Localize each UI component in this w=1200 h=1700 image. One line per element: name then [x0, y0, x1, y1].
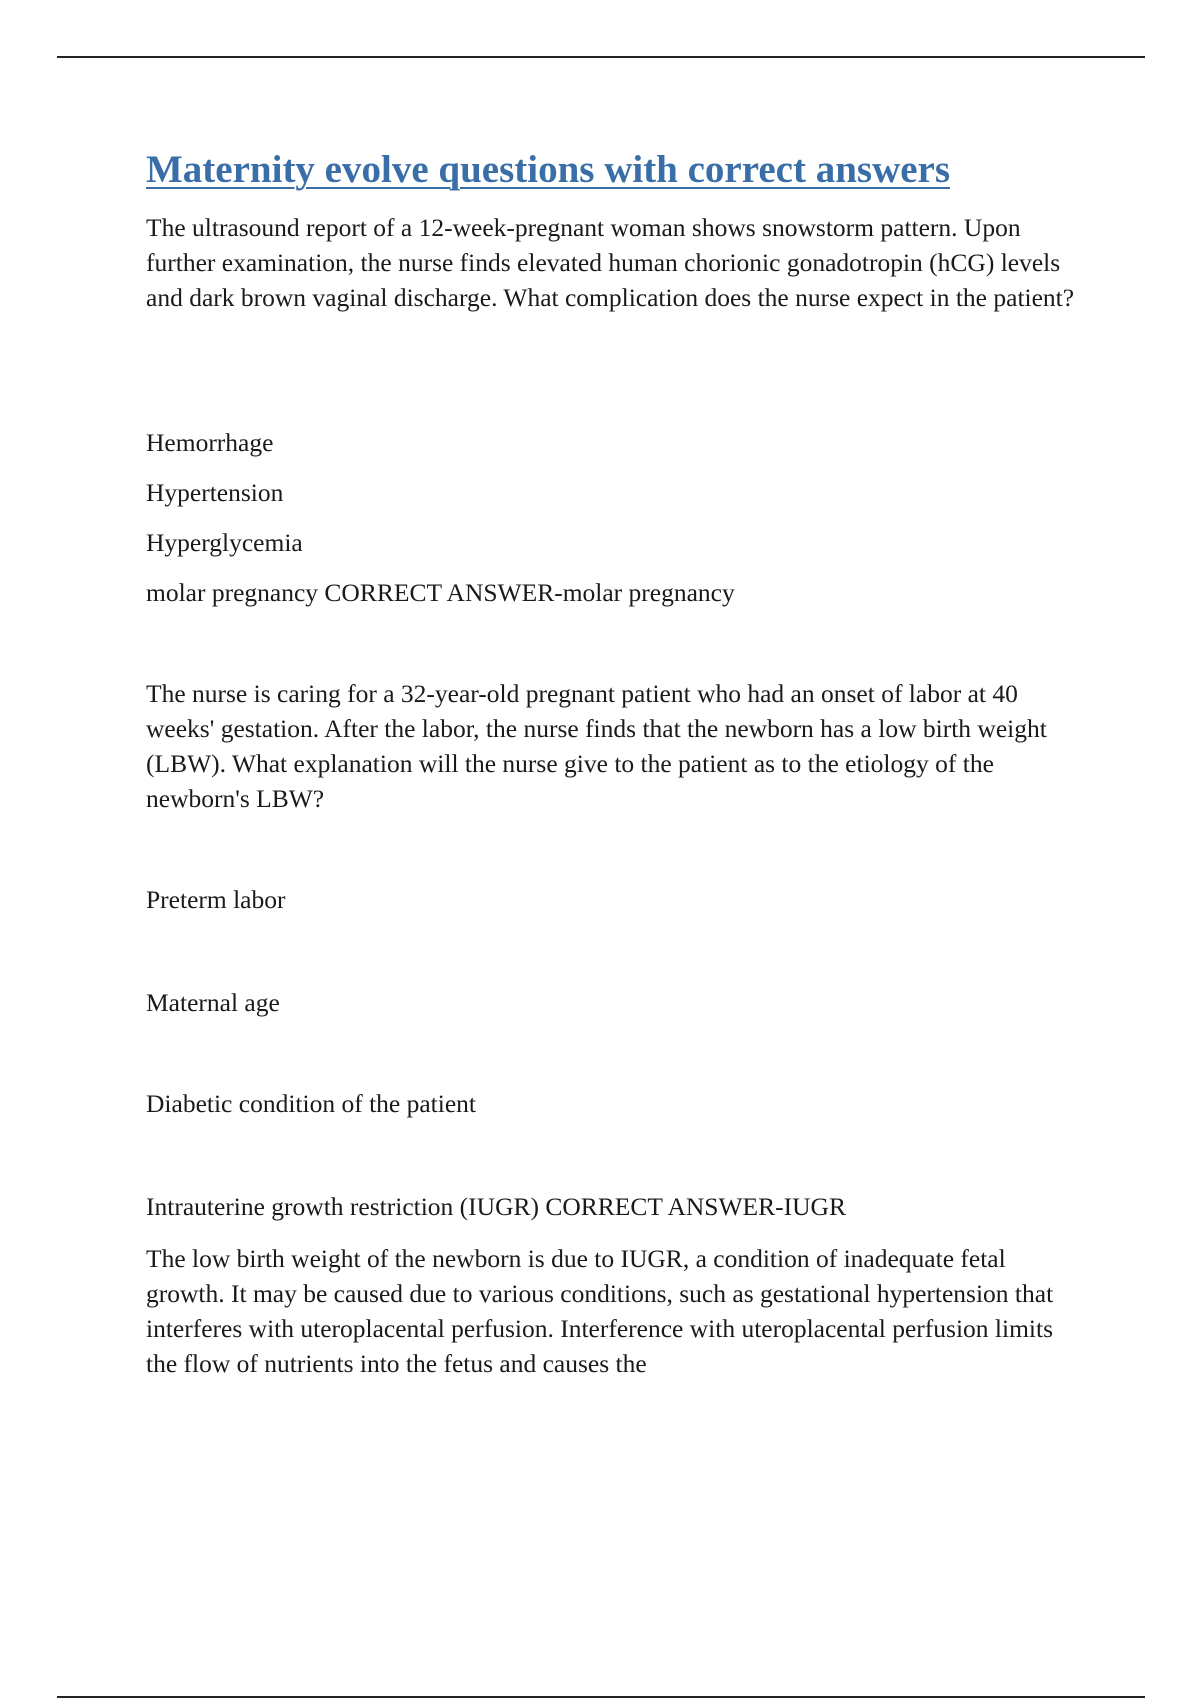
document-body	[146, 146, 1086, 1381]
header-rule	[57, 56, 1145, 58]
question-2-text: The nurse is caring for a 32-year-old pregnant patient who had an onset of labor at 40 weeks' gestation. After the labor, the nurse finds that the newborn has a low birth weight (LBW). What explanation will the nurse give to the patient as to the etiology of the newborn's LBW?	[146, 679, 1047, 813]
question-1-answer: molar pregnancy CORRECT ANSWER-molar pregnancy	[146, 578, 735, 607]
question-2-option-1: Preterm labor	[146, 885, 286, 914]
question-2-rationale: The low birth weight of the newborn is due to IUGR, a condition of inadequate fetal growth. It may be caused due to various conditions, such as gestational hypertension that interferes with uteroplacental perfusion. Interference with uteroplacental perfusion limits the flow of nutrients into the fetus and causes the	[146, 1244, 1054, 1378]
question-1-option-3: Hyperglycemia	[146, 528, 303, 557]
footer-rule	[57, 1696, 1145, 1698]
question-1-option-2: Hypertension	[146, 478, 284, 507]
question-1-option-1: Hemorrhage	[146, 428, 274, 457]
question-2-option-2: Maternal age	[146, 988, 280, 1017]
document-title: Maternity evolve questions with correct answers	[146, 148, 951, 191]
question-2-option-3: Diabetic condition of the patient	[146, 1089, 476, 1118]
question-2-answer: Intrauterine growth restriction (IUGR) CORRECT ANSWER-IUGR	[146, 1192, 846, 1221]
question-1-text: The ultrasound report of a 12-week-pregnant woman shows snowstorm pattern. Upon further examination, the nurse finds elevated human chorionic gonadotropin (hCG) levels and dark brown vaginal discharge. What complication does the nurse expect in the patient?	[146, 213, 1075, 312]
